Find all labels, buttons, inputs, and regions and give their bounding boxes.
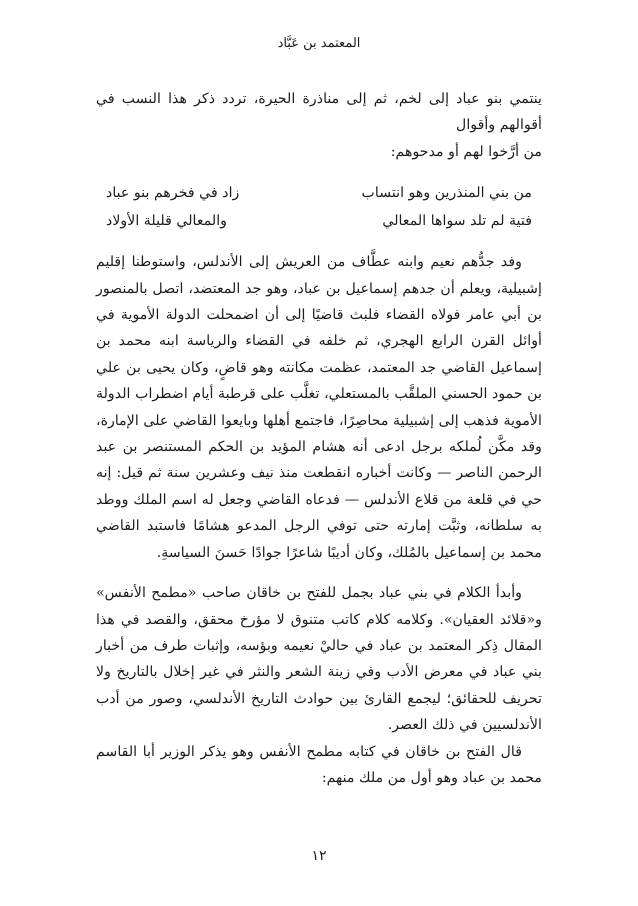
verse-line xyxy=(96,207,542,235)
verse-second-hemistich: زاد في فخرهم بنو عباد xyxy=(106,185,240,202)
running-head: المعتمد بن عَبَّاد xyxy=(277,36,361,51)
verse-line xyxy=(96,179,542,207)
verse-first-hemistich: من بني المنذرين وهو انتساب xyxy=(361,185,532,202)
verse-second-hemistich: والمعالي قليلة الأولاد xyxy=(106,213,228,230)
verse-first-hemistich: فتية لم تلد سواها المعالي xyxy=(382,213,532,230)
paragraph-history: وفد جدُّهم نعيم وابنه عطَّاف من العريش إلى الأندلس، واستوطنا إقليم إشبيلية، ويعلم أن جدهم إسماعيل بن عباد، وهو جد المعتضد، اتصل بالمنصور بن أبي عامر فولاه القضاء فلبث قاضيًا إلى أن اضمحلت الدولة الأموية في أوائل القرن الرابع الهجري، ثم خلفه في القضاء والرياسة ابنه محمد بن إسماعيل القاضي جد المعتمد، عظمت مكانته وهو قاضٍ، وكان يحيى بن علي بن حمود الحسني الملقَّب بالمستعلي، تغلَّب على قرطبة أيام اضطراب الدولة الأموية فذهب إلى إشبيلية محاصِرًا، فاجتمع أهلها وبايعوا القاضي على الإمارة، وقد مكَّن لُملكه برجل ادعى أنه هشام المؤيد بن الحكم المستنصر بن عبد الرحمن الناصر — وكانت أخباره انقطعت منذ نيف وعشرين سنة ثم قيل: إنه حي في قلعة من قلاع الأندلس — فدعاه القاضي وجعل له اسم الملك ووطد به سلطانه، وثبَّت إمارته حتى توفي الرجل المدعو هشامًا فاستبد القاضي محمد بن إسماعيل بالمُلك، وكان أديبًا شاعرًا جوادًا حَسنَ السياسةِ. xyxy=(96,254,542,561)
paragraph-quote-intro: قال الفتح بن خاقان في كتابه مطمح الأنفس وهو يذكر الوزير أبا القاسم محمد بن عباد وهو أول من ملك منهم: xyxy=(96,743,542,786)
intro-paragraph xyxy=(96,86,542,165)
page-number: ١٢ xyxy=(311,848,327,864)
body-text xyxy=(96,86,542,791)
intro-line-1: ينتمي بنو عباد إلى لخم، ثم إلى مناذرة الحيرة، تردد ذكر هذا النسب في أقوالهم وأقوال xyxy=(96,91,542,134)
intro-line-2: من أرَّخوا لهم أو مدحوهم: xyxy=(390,143,542,160)
poem-verses xyxy=(96,179,542,235)
paragraph-sources: وأبدأ الكلام في بني عباد بجمل للفتح بن خاقان صاحب «مطمح الأنفس» و«قلائد العقيان». وكلامه كلام كاتب متنوق لا مؤرخ محقق، والقصد في هذا المقال ذِكر المعتمد بن عباد في حاليْ نعيمه وبؤسه، وإثبات طرف من أخبار بني عباد في معرض الأدب وفي زينة الشعر والنثر في غير إخلال بالتاريخ ولا تحريف للحقائق؛ ليجمع القارئ بين حوادث التاريخ الأندلسي، وصور من أدب الأندلسيين في ذلك العصر. xyxy=(96,585,542,734)
